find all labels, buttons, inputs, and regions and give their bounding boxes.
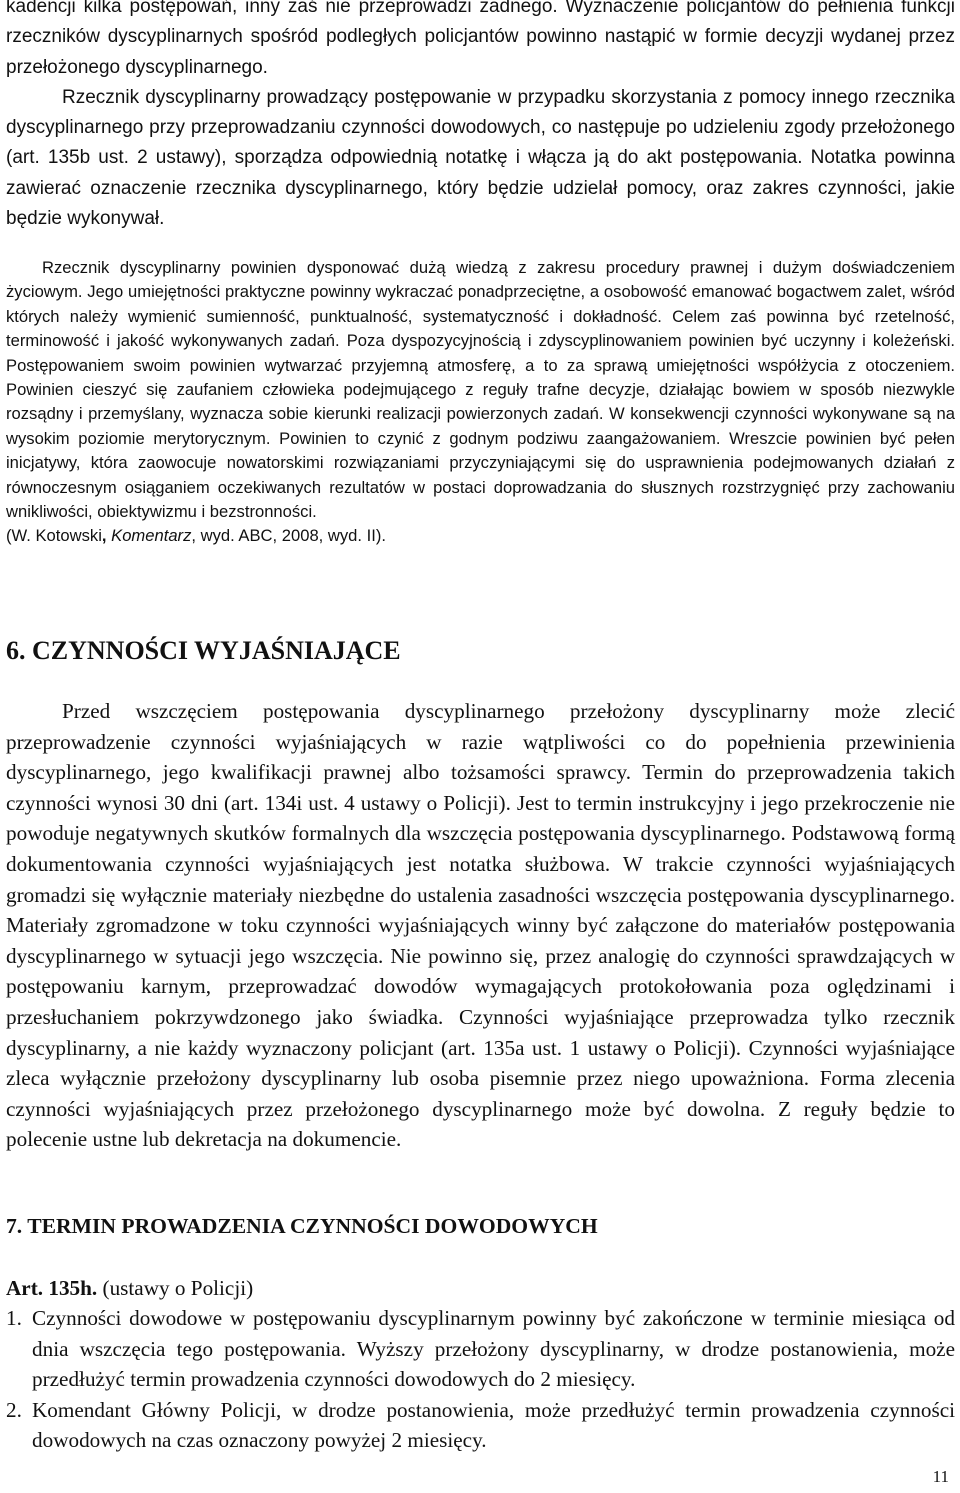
- article-heading: [6, 1273, 253, 1303]
- list-item: [6, 1395, 955, 1456]
- page-number: 11: [932, 1467, 949, 1486]
- citation-comma: ,: [101, 526, 112, 546]
- article-source: (ustawy o Policji): [97, 1276, 254, 1300]
- section-7-heading: 7. TERMIN PROWADZENIA CZYNNOŚCI DOWODOWYCH: [6, 1214, 598, 1238]
- section-6-heading: 6. CZYNNOŚCI WYJAŚNIAJĄCE: [6, 636, 401, 665]
- citation-title: Komentarz: [111, 526, 192, 546]
- intro-block: [6, 0, 955, 234]
- intro-paragraph: Rzecznik dyscyplinarny prowadzący postępowanie w przypadku skorzystania z pomocy innego rzecznika dyscyplinarnego przy przeprowadzaniu czynności dowodowych, co następuje po udzieleniu zgody przełożonego (art. 135b ust. 2 ustawy), sporządza odpowiednią notatkę i włącza ją do akt postępowania. Notatka powinna zawierać oznaczenie rzecznika dyscyplinarnego, który będzie udzielał pomocy, oraz zakres czynności, jakie będzie wykonywał.: [6, 86, 955, 230]
- intro-continuation-paragraph: kadencji kilka postępowań, inny zaś nie przeprowadzi żadnego. Wyznaczenie policjantów do pełnienia funkcji rzeczników dyscyplinarnych spośród podległych policjantów powinno nastąpić w formie decyzji wydanej przez przełożonego dyscyplinarnego.: [6, 0, 955, 78]
- list-item-text: Czynności dowodowe w postępowaniu dyscyplinarnym powinny być zakończone w terminie miesiąca od dnia wszczęcia tego postępowania. Wyższy przełożony dyscyplinarny, w drodze postanowienia, może przedłużyć termin prowadzenia czynności dowodowych do 2 miesięcy.: [32, 1306, 955, 1392]
- quote-text: Rzecznik dyscyplinarny powinien dysponować dużą wiedzą z zakresu procedury prawnej i dużym doświadczeniem życiowym. Jego umiejętności praktyczne powinny wykraczać ponadprzeciętne, a osobowość emanować bogactwem zalet, wśród których należy wymienić sumienność, punktualność, systematyczność i dokładność. Celem zaś powinna być rzetelność, terminowość i jakość wykonywanych zadań. Poza dyspozycyjnością i zdyscyplinowaniem powinien być uczynny i koleżeński. Postępowaniem swoim powinien wytwarzać przyjemną atmosferę, a to za sprawą umiejętności współżycia z otoczeniem. Powinien cieszyć się zaufaniem człowieka podejmującego z reguły trafne decyzje, działając bowiem w sposób niezwykle rozsądny i przemyślany, wyznacza sobie kierunki realizacji powierzonych zadań. W konsekwencji czynności wykonywane są na wysokim poziomie merytorycznym. Powinien to czynić z godnym podziwu zaangażowaniem. Wreszcie powinien być pełen inicjatywy, która zaowocuje nowatorskimi rozwiązaniami przyczyniającymi się do usprawnienia podejmowanych działań z równoczesnym osiąganiem oczekiwanych rezultatów w postaci doprowadzania do słusznych rozstrzygnięć przy zachowaniu wnikliwości, obiektywizmu i bezstronności.: [6, 258, 955, 522]
- quote-citation: [6, 524, 955, 548]
- citation-edition: , wyd. ABC, 2008, wyd. II).: [191, 526, 386, 546]
- commentary-quote: [6, 256, 955, 549]
- article-provisions-list: [6, 1303, 955, 1456]
- list-item-text: Komendant Główny Policji, w drodze postanowienia, może przedłużyć termin prowadzenia czynności dowodowych na czas oznaczony powyżej 2 miesięcy.: [32, 1397, 955, 1453]
- list-item: [6, 1303, 955, 1395]
- section-6-paragraph: Przed wszczęciem postępowania dyscyplinarnego przełożony dyscyplinarny może zlecić przeprowadzenie czynności wyjaśniających w razie wątpliwości co do popełnienia przewinienia dyscyplinarnego, jego kwalifikacji prawnej albo tożsamości sprawcy. Termin do przeprowadzenia takich czynności wynosi 30 dni (art. 134i ust. 4 ustawy o Policji). Jest to termin instrukcyjny i jego przekroczenie nie powoduje negatywnych skutków formalnych dla wszczęcia postępowania dyscyplinarnego. Podstawową formą dokumentowania czynności wyjaśniających jest notatka służbowa. W trakcie czynności wyjaśniających gromadzi się wyłącznie materiały niezbędne do ustalenia zasadności wszczęcia postępowania dyscyplinarnego. Materiały zgromadzone w toku czynności wyjaśniających winny być załączone do materiałów postępowania dyscyplinarnego w sytuacji jego wszczęcia. Nie powinno się, przez analogię do czynności sprawdzających w postępowaniu karnym, przeprowadzać dowodów wymagających protokołowania poza oględzinami i przesłuchaniem pokrzywdzonego jako świadka. Czynności wyjaśniające przeprowadza tylko rzecznik dyscyplinarny, a nie każdy wyznaczony policjant (art. 135a ust. 1 ustawy o Policji). Czynności wyjaśniające zleca wyłącznie przełożony dyscyplinarny lub osoba pisemnie przez niego upoważniona. Forma zlecenia czynności wyjaśniających przez przełożonego dyscyplinarnego może być dowolna. Z reguły będzie to polecenie ustne lub dekretacja na dokumencie.: [6, 699, 955, 1152]
- article-label: Art. 135h.: [6, 1276, 98, 1300]
- list-item-number: 1.: [6, 1306, 22, 1330]
- citation-author: (W. Kotowski: [6, 526, 102, 546]
- list-item-number: 2.: [6, 1397, 22, 1422]
- section-6-body: [6, 696, 955, 1155]
